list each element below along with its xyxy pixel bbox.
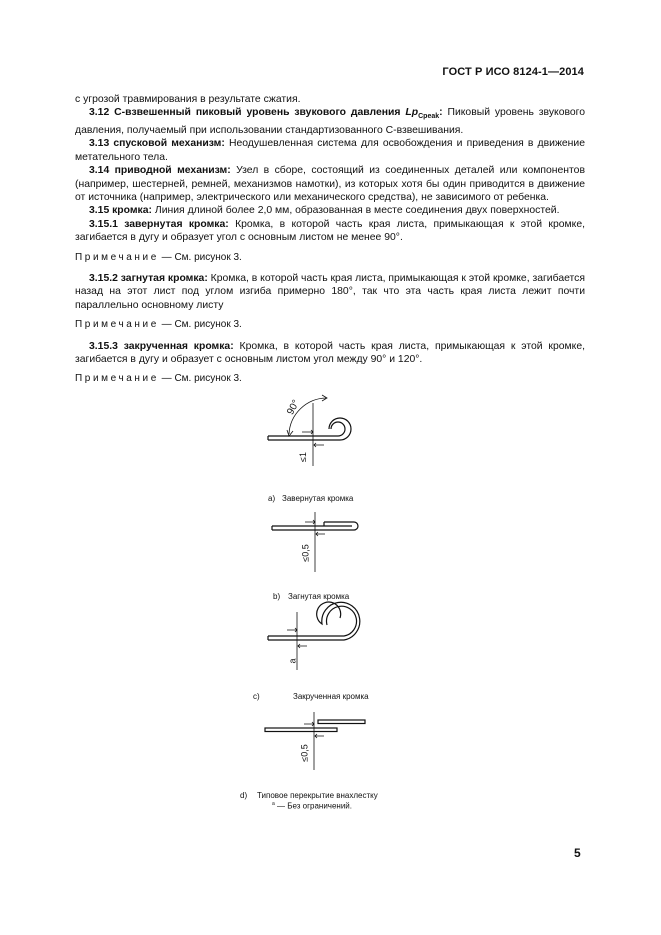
note-3-text: — См. рисунок 3. xyxy=(158,373,242,385)
note-2-label: Примечание xyxy=(75,319,159,331)
figure-a-dim-label: ≤1 xyxy=(297,452,308,462)
figure-c-caption: Закрученная кромка xyxy=(293,692,369,701)
term-3-15-head: 3.15 кромка: xyxy=(89,205,152,217)
term-3-12-head: 3.12 С-взвешенный пиковый уровень звукового давления xyxy=(89,107,406,119)
figure-a-caption: Завернутая кромка xyxy=(282,494,354,503)
note-3-label: Примечание xyxy=(75,373,159,385)
figure-b-caption-letter: b) xyxy=(273,592,281,601)
paragraph-continuation: с угрозой травмирования в результате сжатия. xyxy=(75,94,301,105)
figure-c-caption-letter: c) xyxy=(253,692,260,701)
figure-d-lap-joint xyxy=(265,712,365,770)
term-3-15-3-body: Кромка, в которой часть края листа, примыкающая к этой кромке, загибается в дугу и образует с основным листом угол между 90° и 120°. xyxy=(75,340,586,365)
note-1-text: — См. рисунок 3. xyxy=(158,251,242,263)
footnote-mark: a xyxy=(272,801,275,807)
term-3-15-2-head: 3.15.2 загнутая кромка: xyxy=(89,272,208,284)
figure-d-footnote xyxy=(272,801,352,811)
term-3-13-head: 3.13 спусковой механизм: xyxy=(89,138,225,150)
term-3-13-body: Неодушевленная система для освобождения и приведения в движение метательного тела. xyxy=(75,138,585,163)
figure-d-caption: Типовое перекрытие внахлестку xyxy=(257,791,378,800)
term-3-15-3-head: 3.15.3 закрученная кромка: xyxy=(89,340,234,352)
term-3-15-1-body: Кромка, в которой часть края листа, примыкающая к этой кромке, загибается в дугу и образует угол с основным листом не менее 90°. xyxy=(75,218,586,244)
figure-a-angle-label: 90° xyxy=(285,398,302,417)
page-number: 5 xyxy=(574,846,581,860)
figure-c-dim-label: a xyxy=(287,658,298,664)
figure-b-folded-edge xyxy=(272,512,358,572)
term-3-15-1-head: 3.15.1 завернутая кромка: xyxy=(89,218,229,230)
term-3-12-colon: : xyxy=(439,107,443,119)
note-1-label: Примечание xyxy=(75,251,159,263)
figure-b-dim-label: ≤0,5 xyxy=(300,544,311,562)
figure-a-caption-letter: a) xyxy=(268,494,276,503)
figure-c-curled-edge xyxy=(268,602,360,670)
figure-a-rolled-edge xyxy=(268,395,351,466)
footnote-text: — Без ограничений. xyxy=(274,801,352,811)
term-3-15-body: Линия длиной более 2,0 мм, образованная в месте соединения двух поверхностей. xyxy=(152,205,560,217)
page-header: ГОСТ Р ИСО 8124-1—2014 xyxy=(442,66,584,78)
figure-d-caption-letter: d) xyxy=(240,791,248,800)
term-3-12-body: Пиковый уровень звукового давления, получаемый при использовании стандартизованного С-взвешивания. xyxy=(75,107,585,136)
term-3-12-symbol: Lp xyxy=(405,107,419,119)
term-3-14-head: 3.14 приводной механизм: xyxy=(89,165,231,177)
term-3-12-subscript: Cpeak xyxy=(418,113,440,121)
term-3-14-body: Узел в сборе, состоящий из соединенных деталей или компонентов (например, шестерней, ремней, механизмов намотки), из которых хотя бы один приводится в движение от источника (например, электрического или механического средства), не зависимого от ребенка. xyxy=(75,165,585,203)
figure-d-dim-label: ≤0,5 xyxy=(299,744,310,762)
note-2-text: — См. рисунок 3. xyxy=(158,319,242,331)
figure-b-caption: Загнутая кромка xyxy=(288,592,350,601)
term-3-15-2-body: Кромка, в которой часть края листа, примыкающая к этой кромке, загибается назад на этот лист под углом изгиба примерно 180°, так что эта часть края листа лежит почти параллельно основному листу xyxy=(75,272,585,311)
